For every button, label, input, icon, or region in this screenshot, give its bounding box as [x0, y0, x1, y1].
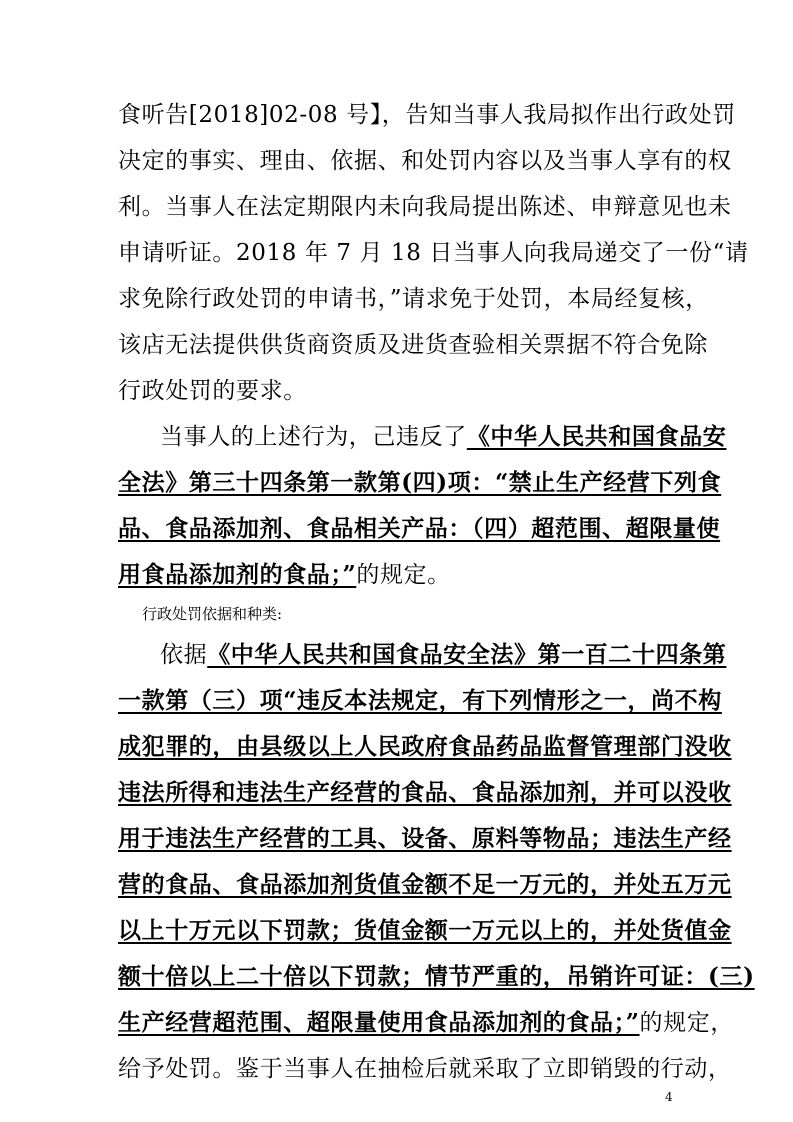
page-number: 4 [665, 1090, 673, 1104]
text-line: 利。当事人在法定期限内未向我局提出陈述、申辩意见也未 [118, 194, 732, 220]
plain-text: 的规定， [639, 1010, 734, 1036]
text-line: 给予处罚。鉴于当事人在抽检后就采取了立即销毁的行动， [118, 1056, 732, 1082]
text-line: 食听告[2018]02-08 号】，告知当事人我局拟作出行政处罚 [118, 102, 736, 128]
plain-text: 的规定。 [356, 562, 451, 588]
law-citation-line: 营的食品、食品添加剂货值金额不足一万元的，并处五万元 [118, 871, 732, 898]
law-citation: 《中华人民共和国食品安 [466, 423, 727, 450]
law-citation-line: 品、食品添加剂、食品相关产品：（四）超范围、超限量使 [118, 515, 721, 542]
plain-text: 当事人的上述行为，己违反了 [160, 424, 467, 450]
law-citation: 用食品添加剂的食品；” [118, 561, 357, 588]
plain-text: 依据 [160, 642, 208, 668]
law-citation-line: 用于违法生产经营的工具、设备、原料等物品；违法生产经 [118, 825, 732, 852]
law-citation-line: 成犯罪的，由县级以上人民政府食品药品监督管理部门没收 [118, 733, 732, 760]
text-line: 行政处罚的要求。 [118, 378, 307, 404]
text-line: 求免除行政处罚的申请书，”请求免于处罚，本局经复核， [118, 286, 709, 312]
text-line [160, 422, 726, 452]
text-line: 决定的事实、理由、依据、和处罚内容以及当事人享有的权 [118, 148, 732, 174]
law-citation-line: 违法所得和违法生产经营的食品、食品添加剂，并可以没收 [118, 779, 732, 806]
text-line [118, 560, 451, 590]
text-line [160, 640, 726, 670]
text-line: 申请听证。2018 年 7 月 18 日当事人向我局递交了一份“请 [118, 240, 749, 266]
text-line [118, 1008, 734, 1038]
section-heading: 行政处罚依据和种类: [142, 605, 283, 623]
law-citation-line: 额十倍以上二十倍以下罚款；情节严重的，吊销许可证：(三) [118, 963, 755, 990]
text-line: 该店无法提供供货商资质及进货查验相关票据不符合免除 [118, 332, 708, 358]
law-citation-line: 一款第（三）项“违反本法规定，有下列情形之一，尚不构 [118, 687, 722, 714]
law-citation-line: 全法》第三十四条第一款第(四)项：“禁止生产经营下列食 [118, 469, 722, 496]
law-citation: 《中华人民共和国食品安全法》第一百二十四条第 [207, 641, 727, 668]
law-citation: 生产经营超范围、超限量使用食品添加剂的食品；” [118, 1009, 640, 1036]
law-citation-line: 以上十万元以下罚款；货值金额一万元以上的，并处货值金 [118, 917, 732, 944]
